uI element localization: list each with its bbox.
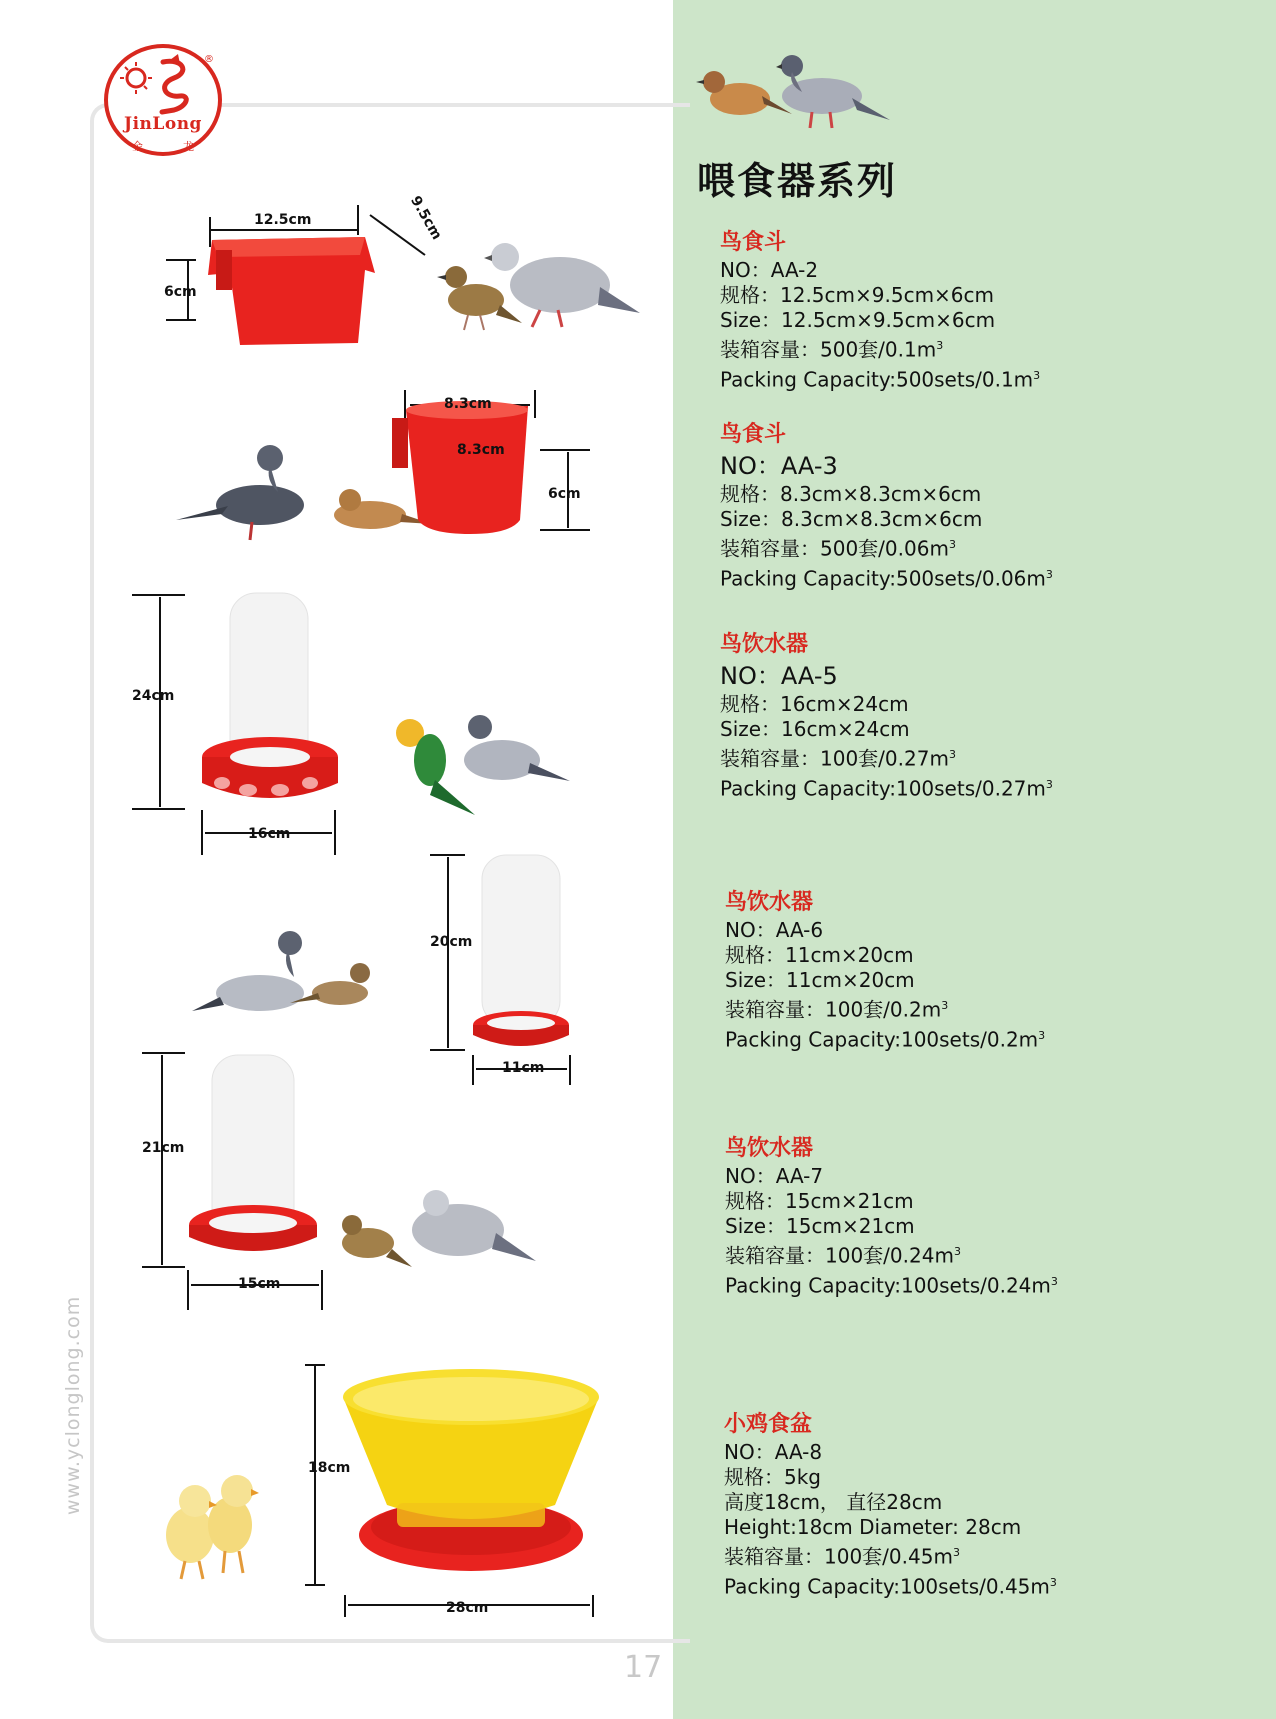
aa2-width-label: 12.5cm bbox=[254, 212, 312, 228]
aa6-width-label: 11cm bbox=[502, 1060, 545, 1076]
product-pack-en: Packing $Capacity:100sets/0.2m^3$ bbox=[725, 1027, 1046, 1052]
aa8-height-label: 18cm bbox=[308, 1460, 351, 1476]
product-size: Size：12.5cm×9.5cm×6cm bbox=[720, 308, 996, 332]
product-size: Size：8.3cm×8.3cm×6cm bbox=[720, 507, 983, 531]
aa3-width-label: 8.3cm bbox=[444, 396, 492, 412]
aa2-feeder-image bbox=[160, 195, 650, 395]
product-no: NO：AA-7 bbox=[725, 1164, 824, 1188]
aa8-width-label: 28cm bbox=[446, 1600, 489, 1616]
aa3-height-label: 6cm bbox=[548, 486, 581, 502]
product-spec: 规格：8.3cm×8.3cm×6cm bbox=[720, 482, 982, 506]
product-name: 鸟饮水器 bbox=[725, 890, 814, 915]
product-spec: 规格：12.5cm×9.5cm×6cm bbox=[720, 283, 995, 307]
product-pack-en: Packing $Capacity:100sets/0.24m^3$ bbox=[725, 1273, 1058, 1298]
product-name: 鸟食斗 bbox=[720, 422, 787, 447]
product-no: NO：AA-5 bbox=[720, 662, 838, 690]
product-spec: 规格：11cm×20cm bbox=[725, 943, 914, 967]
product-height-cn: 高度18cm， 直径28cm bbox=[724, 1490, 943, 1514]
product-pack-en: Packing $Capacity:100sets/0.45m^3$ bbox=[724, 1574, 1057, 1599]
product-aa2 bbox=[720, 228, 1040, 392]
header-birds-image bbox=[692, 44, 892, 136]
aa7-height-label: 21cm bbox=[142, 1140, 185, 1156]
aa3-depth-label: 8.3cm bbox=[457, 442, 505, 458]
product-name: 小鸡食盆 bbox=[724, 1412, 813, 1437]
product-no: NO：AA-8 bbox=[724, 1440, 823, 1464]
dragon-icon bbox=[108, 50, 218, 120]
aa5-width-label: 16cm bbox=[248, 826, 291, 842]
product-size: Height:18cm Diameter: 28cm bbox=[724, 1515, 1022, 1539]
aa3-feeder-image bbox=[170, 380, 610, 560]
product-pack-cn: 装箱容量：500套$/0.06m^3$ bbox=[720, 536, 956, 561]
product-pack-cn: 装箱容量：100套$/0.2m^3$ bbox=[725, 997, 949, 1022]
website-url: www.yclonglong.com bbox=[62, 1295, 84, 1515]
product-pack-en: Packing $Capacity:500sets/0.1m^3$ bbox=[720, 367, 1041, 392]
product-aa6 bbox=[725, 888, 1045, 1052]
product-pack-en: Packing $Capacity:100sets/0.27m^3$ bbox=[720, 776, 1053, 801]
page-number: 17 bbox=[624, 1650, 663, 1685]
product-no: NO：AA-3 bbox=[720, 452, 838, 480]
product-no: NO：AA-6 bbox=[725, 918, 824, 942]
product-pack-en: Packing $Capacity:500sets/0.06m^3$ bbox=[720, 566, 1053, 591]
product-aa8 bbox=[724, 1410, 1057, 1599]
product-spec: 规格：15cm×21cm bbox=[725, 1189, 914, 1213]
aa2-depth-label: 9.5cm bbox=[406, 193, 445, 243]
product-no: NO：AA-2 bbox=[720, 258, 819, 282]
product-spec: 规格：16cm×24cm bbox=[720, 692, 909, 716]
product-pack-cn: 装箱容量：100套$/0.27m^3$ bbox=[720, 746, 956, 771]
product-pack-cn: 装箱容量：500套$/0.1m^3$ bbox=[720, 337, 944, 362]
aa2-height-label: 6cm bbox=[164, 284, 197, 300]
product-spec: 规格：5kg bbox=[724, 1465, 822, 1489]
product-aa5 bbox=[720, 630, 1053, 801]
product-aa7 bbox=[725, 1134, 1058, 1298]
product-size: Size：11cm×20cm bbox=[725, 968, 915, 992]
aa5-height-label: 24cm bbox=[132, 688, 175, 704]
product-pack-cn: 装箱容量：100套$/0.24m^3$ bbox=[725, 1243, 961, 1268]
aa8-feeder-image bbox=[145, 1355, 615, 1625]
product-name: 鸟饮水器 bbox=[720, 632, 809, 657]
product-pack-cn: 装箱容量：100套$/0.45m^3$ bbox=[724, 1544, 960, 1569]
logo-brand-cn: 金 龙 bbox=[132, 140, 194, 153]
product-name: 鸟饮水器 bbox=[725, 1136, 814, 1161]
product-size: Size：16cm×24cm bbox=[720, 717, 910, 741]
product-name: 鸟食斗 bbox=[720, 230, 787, 255]
logo-brand: JinLong bbox=[124, 114, 202, 134]
registered-mark: ® bbox=[204, 54, 214, 65]
aa6-height-label: 20cm bbox=[430, 934, 473, 950]
aa7-width-label: 15cm bbox=[238, 1276, 281, 1292]
product-aa3 bbox=[720, 420, 1053, 591]
jinlong-logo bbox=[104, 44, 222, 156]
section-title: 喂食器系列 bbox=[697, 159, 898, 203]
aa7-drinker-image bbox=[140, 1045, 570, 1315]
product-size: Size：15cm×21cm bbox=[725, 1214, 915, 1238]
aa5-drinker-image bbox=[130, 585, 600, 855]
